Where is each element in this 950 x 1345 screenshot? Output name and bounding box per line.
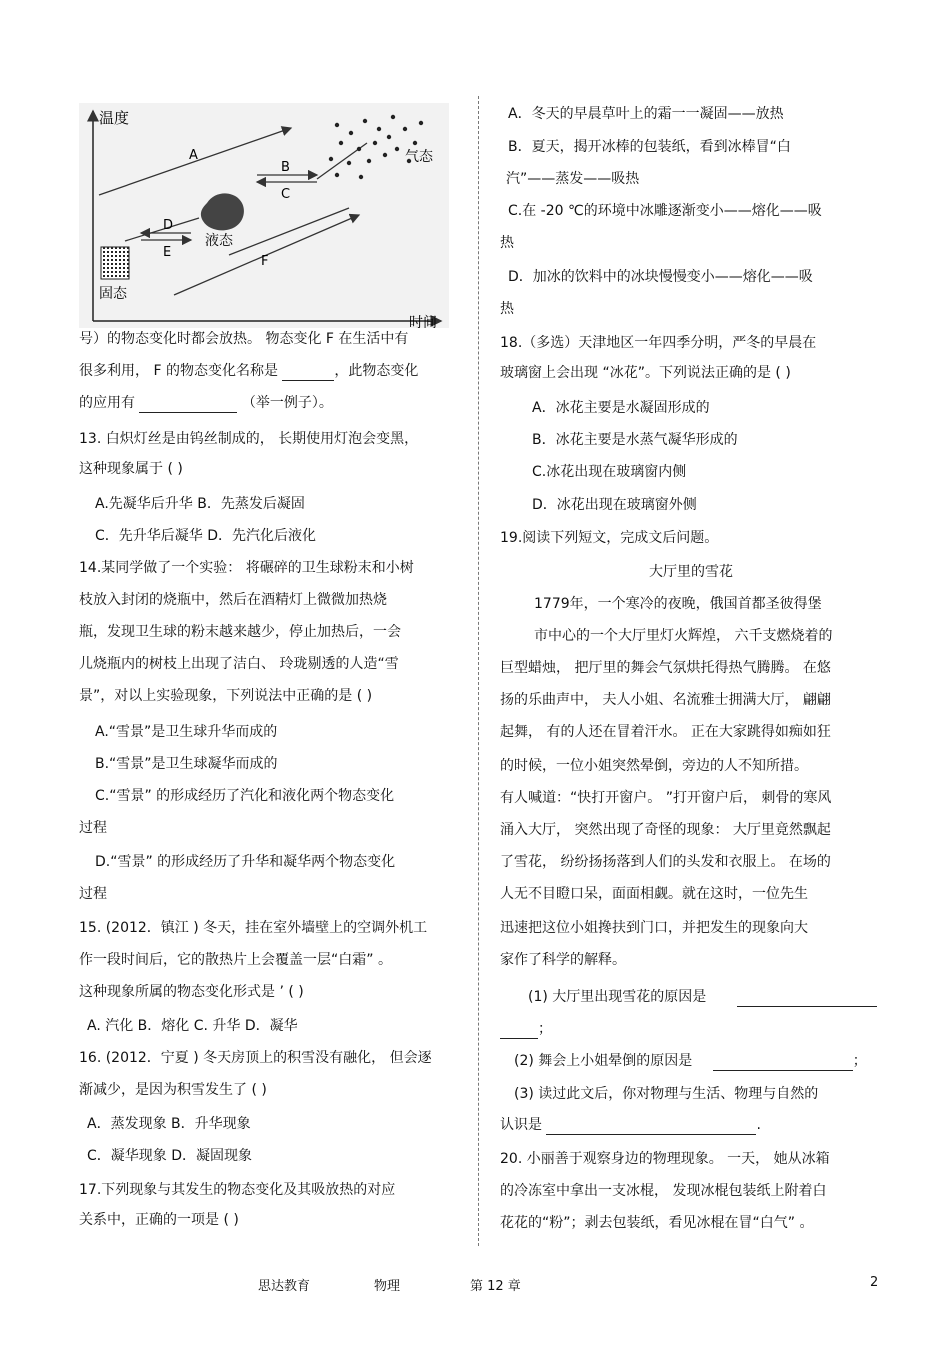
passage-line-7: 有人喊道：“快打开窗户。 ”打开窗户后， 刺骨的寒风 xyxy=(500,790,832,806)
q14-option-d-2: 过程 xyxy=(79,886,107,902)
label-c: C xyxy=(281,187,291,202)
passage-line-5: 起舞， 有的人还在冒着汗水。 正在大家跳得如痴如狂 xyxy=(500,724,831,740)
liquid-blob xyxy=(201,193,244,230)
q16-line-1: 16. (2012．宁夏 ) 冬天房顶上的积雪没有融化， 但会逐 xyxy=(79,1050,432,1066)
footer-school: 思达教育 xyxy=(258,1279,311,1294)
q19-heading: 19.阅读下列短文，完成文后问题。 xyxy=(500,530,719,546)
subq-3-cont xyxy=(500,1115,761,1135)
q14-line-2: 枝放入封闭的烧瓶中，然后在酒精灯上微微加热烧 xyxy=(79,592,387,608)
label-b: B xyxy=(281,160,290,175)
q15-line-3: 这种现象所属的物态变化形式是 ’ ( ) xyxy=(79,984,304,1000)
left-line-3-text: 的应用有 xyxy=(79,395,135,411)
footer-subject: 物理 xyxy=(374,1279,401,1294)
subq-1-text: (1) 大厅里出现雪花的原因是 xyxy=(528,989,707,1005)
q14-option-c-2: 过程 xyxy=(79,820,107,836)
q17-option-d-2: 热 xyxy=(500,301,514,317)
passage-line-10: 人无不目瞪口呆，面面相觑。就在这时，一位先生 xyxy=(500,886,808,902)
gas-label: 气态 xyxy=(405,149,433,165)
answer-blank-f-name[interactable] xyxy=(282,366,334,381)
passage-line-6: 的时候，一位小姐突然晕倒，旁边的人不知所措。 xyxy=(500,758,808,774)
answer-blank-1b[interactable] xyxy=(500,1024,538,1039)
q15-line-1: 15. (2012．镇江 ) 冬天，挂在室外墙壁上的空调外机工 xyxy=(79,920,428,936)
q16-line-2: 渐减少，是因为积雪发生了 ( ) xyxy=(79,1082,267,1098)
footer-page-number: 2 xyxy=(870,1275,879,1290)
left-line-1: 号）的物态变化时都会放热。 物态变化 F 在生活中有 xyxy=(79,331,409,347)
subq-3-end: . xyxy=(756,1117,761,1133)
passage-line-3: 巨型蜡烛， 把厅里的舞会气氛烘托得热气腾腾。 在悠 xyxy=(500,660,831,676)
subq-1-cont xyxy=(500,1019,552,1039)
left-line-3 xyxy=(79,393,333,413)
q18-line-2: 玻璃窗上会出现 “冰花”。下列说法正确的是 ( ) xyxy=(500,365,791,381)
answer-blank-f-use[interactable] xyxy=(139,398,237,413)
subq-3: (3) 读过此文后，你对物理与生活、物理与自然的 xyxy=(514,1086,819,1102)
label-e: E xyxy=(163,245,172,260)
passage-line-11: 迅速把这位小姐搀扶到门口，并把发生的现象向大 xyxy=(500,920,808,936)
left-line-2-text: 很多利用， F 的物态变化名称是 xyxy=(79,363,278,379)
q17-option-c-2: 热 xyxy=(500,235,514,251)
q20-line-2: 的冷冻室中拿出一支冰棍， 发现冰棍包装纸上附着白 xyxy=(500,1183,827,1199)
solid-label: 固态 xyxy=(99,286,127,302)
x-axis-label: 时间 xyxy=(409,315,437,328)
subq-1-end: ； xyxy=(538,1021,552,1037)
q14-option-b: B.“雪景”是卫生球凝华而成的 xyxy=(95,756,278,772)
q16-options-ab: A．蒸发现象 B．升华现象 xyxy=(87,1116,251,1132)
q14-line-3: 瓶，发现卫生球的粉末越来越少，停止加热后，一会 xyxy=(79,624,401,640)
answer-blank-1a[interactable] xyxy=(737,992,877,1007)
answer-blank-2[interactable] xyxy=(713,1056,853,1071)
y-axis-label: 温度 xyxy=(99,109,130,127)
q17-option-c-1: C.在 -20 ℃的环境中冰雕逐渐变小——熔化——吸 xyxy=(508,203,822,219)
q17-option-b-2: 汽”——蒸发——吸热 xyxy=(506,171,640,187)
passage-line-9: 了雪花， 纷纷扬扬落到人们的头发和衣服上。 在场的 xyxy=(500,854,831,870)
solid-block xyxy=(101,247,129,279)
q17-line-1: 17.下列现象与其发生的物态变化及其吸放热的对应 xyxy=(79,1182,396,1198)
label-a: A xyxy=(189,148,198,163)
q13-options-ab: A.先凝华后升华 B．先蒸发后凝固 xyxy=(95,496,305,512)
q15-line-2: 作一段时间后，它的散热片上会覆盖一层“白霜” 。 xyxy=(79,952,392,968)
q18-line-1: 18.（多选）天津地区一年四季分明，严冬的早晨在 xyxy=(500,335,817,351)
left-line-2 xyxy=(79,361,418,381)
liquid-label: 液态 xyxy=(205,233,233,249)
q14-line-1: 14.某同学做了一个实验： 将碾碎的卫生球粉末和小树 xyxy=(79,560,414,576)
liquid-gas-line xyxy=(229,208,349,255)
q17-line-2: 关系中，正确的一项是 ( ) xyxy=(79,1212,239,1228)
q17-option-d-1: D．加冰的饮料中的冰块慢慢变小——熔化——吸 xyxy=(508,269,813,285)
q20-line-1: 20. 小丽善于观察身边的物理现象。 一天， 她从冰箱 xyxy=(500,1151,830,1167)
gas-dots xyxy=(329,115,423,179)
q14-option-a: A.“雪景”是卫生球升华而成的 xyxy=(95,724,278,740)
q17-option-b-1: B．夏天，揭开冰棒的包装纸，看到冰棒冒“白 xyxy=(508,139,791,155)
left-line-3-tail: （举一例子）。 xyxy=(241,395,333,411)
passage-line-8: 涌入大厅， 突然出现了奇怪的现象： 大厅里竟然飘起 xyxy=(500,822,831,838)
q16-options-cd: C．凝华现象 D．凝固现象 xyxy=(87,1148,253,1164)
diagram-svg xyxy=(79,103,449,328)
passage-line-4: 扬的乐曲声中， 夫人小姐、名流雅士拥满大厅， 翩翩 xyxy=(500,692,831,708)
passage-line-1: 1779年，一个寒冷的夜晚，俄国首都圣彼得堡 xyxy=(534,596,822,612)
subq-2-end: ； xyxy=(852,1053,867,1069)
q13-line-2: 这种现象属于 ( ) xyxy=(79,461,183,477)
q17-option-a: A．冬天的早晨草叶上的霜一一凝固——放热 xyxy=(508,106,784,122)
q13-options-cd: C．先升华后凝华 D．先汽化后液化 xyxy=(95,528,317,544)
state-change-diagram xyxy=(79,103,449,328)
subq-2-text: (2) 舞会上小姐晕倒的原因是 xyxy=(514,1053,693,1069)
q14-line-4: 儿烧瓶内的树枝上出现了洁白、 玲珑剔透的人造“雪 xyxy=(79,656,399,672)
passage-title: 大厅里的雪花 xyxy=(649,564,733,580)
column-divider xyxy=(478,96,479,1246)
subq-2 xyxy=(514,1051,867,1071)
q18-option-d: D．冰花出现在玻璃窗外侧 xyxy=(532,497,697,513)
left-line-2-tail: ，此物态变化 xyxy=(334,363,419,379)
q18-option-c: C.冰花出现在玻璃窗内侧 xyxy=(532,464,687,480)
subq-1 xyxy=(528,987,877,1007)
passage-line-2: 市中心的一个大厅里灯火辉煌， 六千支燃烧着的 xyxy=(534,628,833,644)
subq-3-label: 认识是 xyxy=(500,1117,542,1133)
footer-chapter: 第 12 章 xyxy=(470,1279,521,1294)
q15-options: A. 汽化 B．熔化 C. 升华 D．凝华 xyxy=(87,1018,298,1034)
q14-line-5: 景”，对以上实验现象，下列说法中正确的是 ( ) xyxy=(79,688,373,704)
q14-option-d-1: D.“雪景” 的形成经历了升华和凝华两个物态变化 xyxy=(95,854,396,870)
liquid-line xyxy=(125,218,199,241)
q20-line-3: 花花的“粉”；剥去包装纸，看见冰棍在冒“白气” 。 xyxy=(500,1215,814,1231)
q18-option-a: A．冰花主要是水凝固形成的 xyxy=(532,400,710,416)
passage-line-12: 家作了科学的解释。 xyxy=(500,952,626,968)
label-d: D xyxy=(163,218,174,233)
q13-line-1: 13. 白炽灯丝是由钨丝制成的， 长期使用灯泡会变黑， xyxy=(79,431,419,447)
answer-blank-3[interactable] xyxy=(546,1120,756,1135)
q14-option-c-1: C.“雪景” 的形成经历了汽化和液化两个物态变化 xyxy=(95,788,395,804)
label-f: F xyxy=(261,254,269,269)
q18-option-b: B．冰花主要是水蒸气凝华形成的 xyxy=(532,432,738,448)
